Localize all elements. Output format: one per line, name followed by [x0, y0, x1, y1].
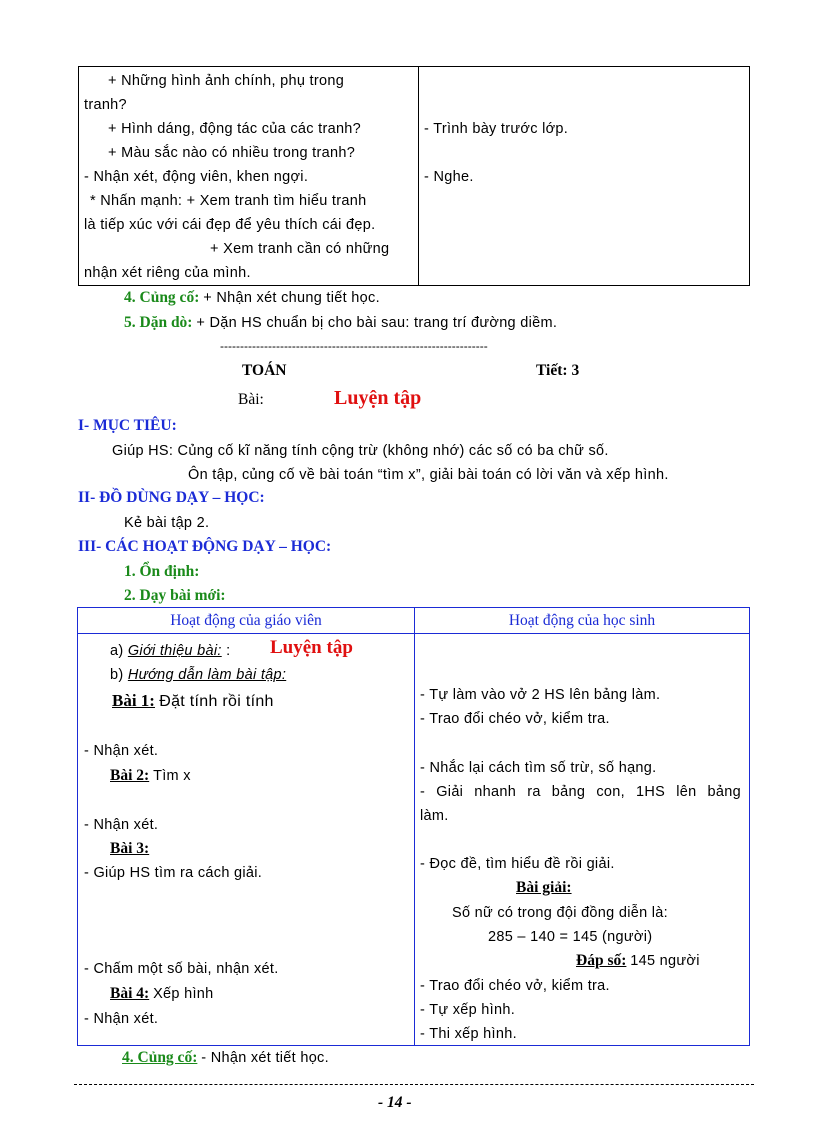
objectives-heading: I- MỤC TIÊU:: [78, 417, 177, 434]
student-6: - Trao đổi chéo vở, kiểm tra.: [420, 978, 610, 994]
top-left-line-1: + Những hình ảnh chính, phụ trong: [108, 73, 345, 89]
item-b: [110, 667, 286, 683]
top-left-line-9: nhận xét riêng của mình.: [84, 265, 251, 281]
period: [536, 362, 579, 380]
bai-2: [110, 767, 191, 785]
student-4a: [420, 784, 741, 800]
item-a-title: Luyện tập: [270, 637, 353, 658]
student-7: - Tự xếp hình.: [420, 1002, 516, 1018]
top-left-line-3: + Hình dáng, động tác của các tranh?: [108, 121, 362, 137]
item-b-label: b): [110, 667, 124, 683]
item-a: [110, 643, 230, 659]
bai-1-text: Đặt tính rồi tính: [159, 693, 274, 710]
step-1: 1. Ổn định:: [124, 563, 200, 580]
student-4a-text: - Giải nhanh ra bảng con, 1HS lên bảng: [420, 784, 741, 800]
item-a-text: Giới thiệu bài:: [127, 643, 222, 659]
top-right-line-1: - Trình bày trước lớp.: [424, 121, 569, 137]
student-4b: làm.: [420, 808, 449, 824]
dap-so: [576, 952, 700, 970]
item-a-label: a): [110, 643, 124, 659]
cham-bai: - Chấm một số bài, nhận xét.: [84, 961, 279, 977]
bai-1-label: Bài 1:: [112, 691, 155, 710]
top-left-line-4: + Màu sắc nào có nhiều trong tranh?: [108, 145, 356, 161]
period-label: Tiết:: [536, 362, 568, 379]
cung-co-1: [124, 289, 380, 307]
student-2: - Trao đổi chéo vở, kiểm tra.: [420, 711, 610, 727]
separator: -------------------------------------------------------------------: [220, 339, 488, 353]
student-8: - Thi xếp hình.: [420, 1026, 517, 1042]
bai-2-text: Tìm x: [153, 768, 191, 784]
item-b-text: Hướng dẫn làm bài tập:: [127, 667, 287, 683]
subject: TOÁN: [242, 362, 287, 379]
activities-heading: III- CÁC HOẠT ĐỘNG DẠY – HỌC:: [78, 538, 332, 555]
solution-line-2: 285 – 140 = 145 (người): [488, 929, 653, 945]
bai-4-text: Xếp hình: [153, 986, 214, 1002]
student-1: - Tự làm vào vở 2 HS lên bảng làm.: [420, 687, 661, 703]
tools-line: Kẻ bài tập 2.: [124, 515, 210, 531]
nhan-xet-1: - Nhận xét.: [84, 743, 159, 759]
footer-divider: [74, 1084, 754, 1085]
dan-do: [124, 314, 557, 332]
period-number: 3: [571, 362, 580, 379]
top-left-line-7: là tiếp xúc với cái đẹp để yêu thích cái đẹp.: [84, 217, 376, 233]
tools-heading: II- ĐỒ DÙNG DẠY – HỌC:: [78, 489, 265, 506]
lesson-title: Luyện tập: [334, 387, 422, 409]
bai-4-label: Bài 4:: [110, 985, 150, 1002]
step-2: 2. Dạy bài mới:: [124, 587, 226, 604]
dan-do-text: + Dặn HS chuẩn bị cho bài sau: trang trí đường diềm.: [196, 315, 558, 331]
bai-2-label: Bài 2:: [110, 767, 150, 784]
bai-giai: Bài giải:: [516, 879, 572, 896]
student-5: - Đọc đề, tìm hiểu đề rồi giải.: [420, 856, 615, 872]
top-left-line-6: * Nhấn mạnh: + Xem tranh tìm hiểu tranh: [90, 193, 367, 209]
bai-3-label: Bài 3:: [110, 840, 150, 857]
col-student-header: Hoạt động của học sinh: [508, 612, 656, 629]
cung-co-1-text: + Nhận xét chung tiết học.: [203, 290, 380, 306]
bai-3-text: - Giúp HS tìm ra cách giải.: [84, 865, 263, 881]
cung-co-2-text: - Nhận xét tiết học.: [201, 1050, 329, 1066]
nhan-xet-4: - Nhận xét.: [84, 1011, 159, 1027]
student-3: - Nhắc lại cách tìm số trừ, số hạng.: [420, 760, 657, 776]
nhan-xet-2: - Nhận xét.: [84, 817, 159, 833]
objectives-line-1: Giúp HS: Củng cố kĩ năng tính cộng trừ (không nhớ) các số có ba chữ số.: [112, 443, 609, 459]
top-right-line-2: - Nghe.: [424, 169, 474, 185]
bai-1: [112, 691, 274, 711]
page-number: - 14 -: [378, 1094, 412, 1111]
col-teacher-header: Hoạt động của giáo viên: [170, 612, 322, 629]
cung-co-2: [122, 1049, 329, 1067]
top-left-line-2: tranh?: [84, 97, 127, 113]
cung-co-1-label: 4. Củng cố:: [124, 289, 200, 306]
objectives-line-2: Ôn tập, củng cố về bài toán “tìm x”, giải bài toán có lời văn và xếp hình.: [188, 467, 669, 483]
dap-so-label: Đáp số:: [576, 952, 627, 969]
item-a-colon: :: [226, 643, 231, 659]
dap-so-value: 145 người: [630, 953, 700, 969]
cung-co-2-label: 4. Củng cố:: [122, 1049, 198, 1066]
dan-do-label: 5. Dặn dò:: [124, 314, 193, 331]
top-left-line-8: + Xem tranh cần có những: [210, 241, 390, 257]
bai-label: Bài:: [238, 391, 264, 408]
top-left-line-5: - Nhận xét, động viên, khen ngợi.: [84, 169, 309, 185]
solution-line-1: Số nữ có trong đội đồng diễn là:: [452, 905, 669, 921]
bai-4: [110, 985, 214, 1003]
